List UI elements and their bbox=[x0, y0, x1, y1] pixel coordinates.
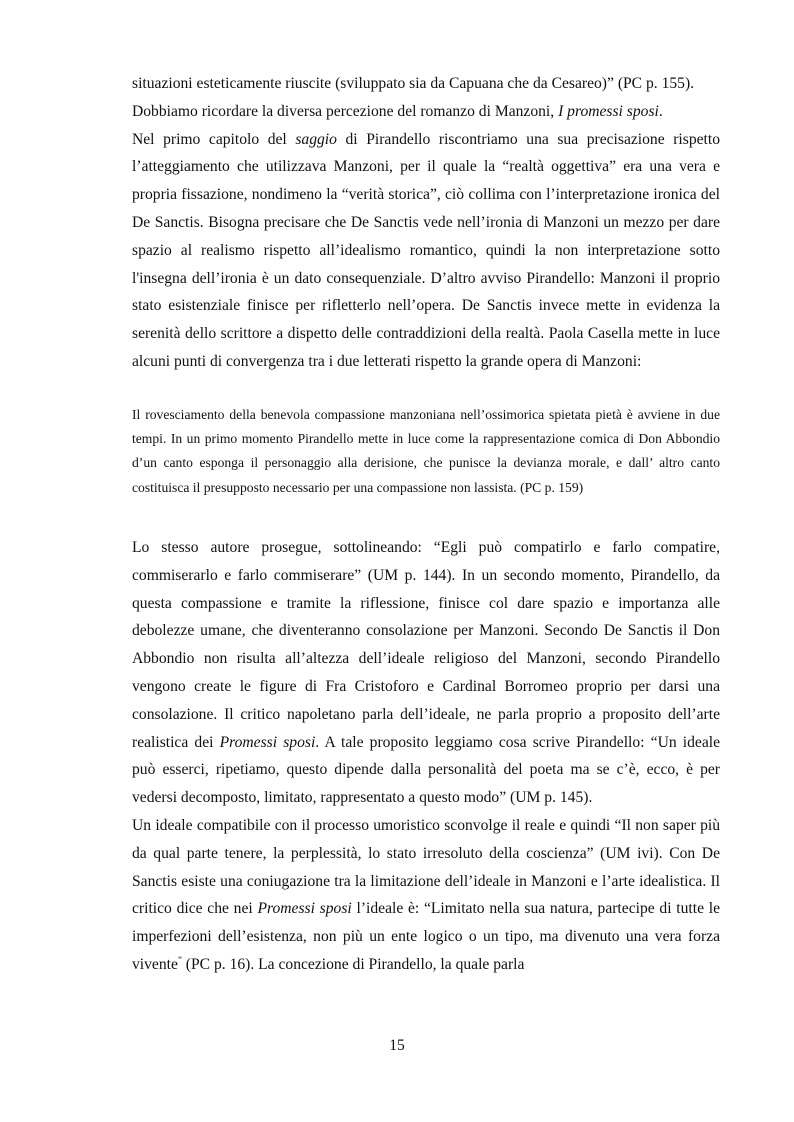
paragraph-5-end: (PC p. 16). La concezione di Pirandello, la quale parla bbox=[181, 955, 525, 973]
paragraph-2 bbox=[132, 98, 720, 126]
paragraph-5-text: Un ideale compatibile con il processo umoristico sconvolge il reale e quindi “Il non saper più da qual parte tenere, la perplessità, lo stato irresoluto della coscienza” (UM ivi). Con De Sanctis esiste una coniugazione tra la limitazione dell’ideale in Manzoni e l’arte idealistica. Il critico dice che nei bbox=[132, 816, 720, 918]
paragraph-4-end: . A tale proposito leggiamo cosa scrive Pirandello: “Un ideale può esserci, ripetiamo, questo dipende dalla personalità del poeta ma se c’è, ecco, è per vedersi decomposto, limitato, rappresentato a questo modo” (UM p. 145). bbox=[132, 733, 720, 807]
saggio-italic: saggio bbox=[295, 130, 337, 148]
paragraph-5-mid: l’ideale è: “Limitato nella sua natura, partecipe di tutte le imperfezioni dell’esistenza, non più un ente logico o un tipo, ma divenuto una vera forza vivente bbox=[132, 900, 720, 973]
paragraph-2-text: Dobbiamo ricordare la diversa percezione del romanzo di Manzoni, bbox=[132, 102, 559, 120]
block-quote: Il rovesciamento della benevola compassione manzoniana nell’ossimorica spietata pietà è avviene in due tempi. In un primo momento Pirandello mette in luce come la rappresentazione comica di Don Abbondio d’un canto esponga il personaggio alla derisione, che punisce la devianza morale, e dall’ altro canto costituisca il presupposto necessario per una compassione non lassista. (PC p. 159) bbox=[132, 406, 720, 495]
book-title: Promessi sposi bbox=[219, 733, 316, 751]
paragraph-3-text: di Pirandello riscontriamo una sua precisazione rispetto l’atteggiamento che utilizzava Manzoni, per il quale la “realtà oggettiva” era una vera e propria fissazione, nondimeno la “verità storica”, ciò collima con l’interpretazione ironica del De Sanctis. Bisogna precisare che De Sanctis vede nell’ironia di Manzoni un mezzo per dare spazio al realismo rispetto all’idealismo romantico, quindi la non interpretazione sotto l'insegna dell’ironia è un dato consequenziale. D’altro avviso Pirandello: Manzoni il proprio stato esistenziale finisce per rifletterlo nell’opera. De Sanctis invece mette in evidenza la serenità dello scrittore a dispetto delle contraddizioni della realtà. Paola Casella mette in luce alcuni punti di convergenza tra i due letterati rispetto la grande opera di Manzoni: bbox=[132, 130, 720, 370]
book-title: I promessi sposi bbox=[558, 102, 659, 120]
document-page bbox=[132, 70, 720, 979]
spacer bbox=[132, 376, 720, 403]
book-title: Promessi sposi bbox=[257, 900, 352, 918]
paragraph-3 bbox=[132, 126, 720, 376]
spacer bbox=[132, 500, 720, 534]
paragraph-5 bbox=[132, 812, 720, 979]
paragraph-3-start: Nel primo capitolo del bbox=[132, 130, 296, 148]
paragraph-4 bbox=[132, 534, 720, 812]
closing-quote-mark: ” bbox=[177, 954, 182, 965]
paragraph-2-end: . bbox=[658, 102, 663, 120]
page-number: 15 bbox=[389, 1037, 405, 1054]
paragraph-4-text: Lo stesso autore prosegue, sottolineando: “Egli può compatirlo e farlo compatire, commiserarlo e farlo commiserare” (UM p. 144). In un secondo momento, Pirandello, da questa compassione e tramite la riflessione, finisce col dare spazio e importanza alle debolezze umane, che diventeranno consolazione per Manzoni. Secondo De Sanctis il Don Abbondio non risulta all’altezza dell’ideale religioso del Manzoni, secondo Pirandello vengono create le figure di Fra Cristoforo e Cardinal Borromeo proprio per darsi una consolazione. Il critico napoletano parla dell’ideale, ne parla proprio a proposito dell’arte realistica dei bbox=[132, 538, 720, 751]
paragraph-1: situazioni esteticamente riuscite (sviluppato sia da Capuana che da Cesareo)” (PC p. 155). bbox=[132, 75, 695, 92]
